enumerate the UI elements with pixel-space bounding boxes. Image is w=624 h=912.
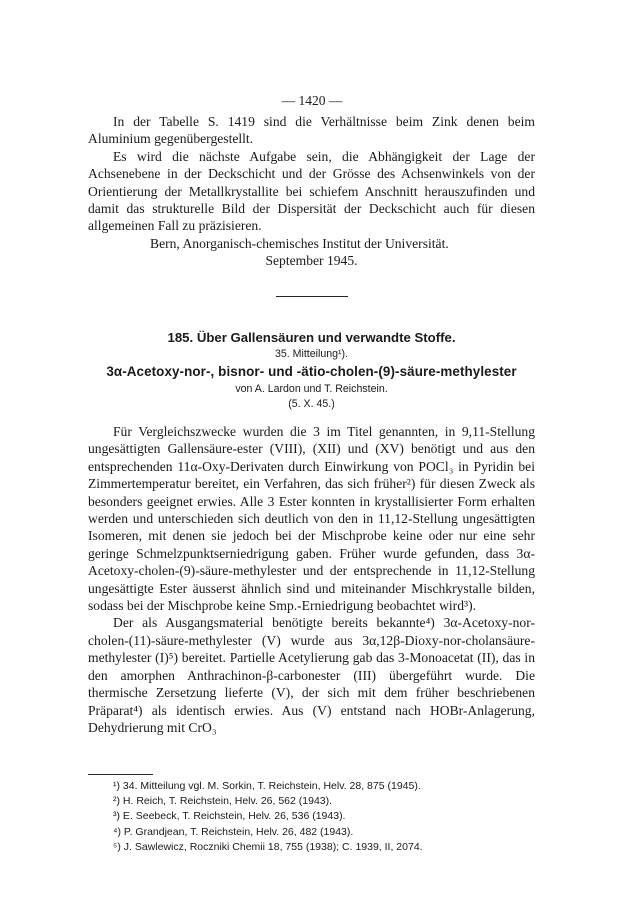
footnote-1: ¹) 34. Mitteilung vgl. M. Sorkin, T. Reichstein, Helv. 28, 875 (1945). xyxy=(113,780,421,792)
body-paragraph-2: Der als Ausgangsmaterial benötigte bereits bekannte⁴) 3α-Acetoxy-nor-cholen-(11)-säure-methylester (V) wurde aus 3α,12β-Dioxy-nor-cholansäure-methylester (I)⁵) bereitet. Partielle Acetylierung gab das 3-Monoacetat (II), das in den amorphen Anthrachinon-β-carbonester (III) übergeführt wurde. Die thermische Zersetzung lieferte (V), der sich mit dem früher beschriebenen Präparat⁴) als identisch erwies. Aus (V) entstand nach HOBr-Anlagerung, Dehydrierung mit CrO₃ xyxy=(88,615,535,735)
article-header xyxy=(88,328,535,412)
affiliation-institute: Bern, Anorganisch-chemisches Institut der Universität. xyxy=(150,236,449,251)
affiliation xyxy=(88,235,535,270)
intro-paragraph-2: Es wird die nächste Aufgabe sein, die Abhängigkeit der Lage der Achsenebene in der Deckschicht und der Grösse des Achsenwinkels von der Orientierung der Metallkrystallite bei schiefem Anschnitt herauszufinden und damit das strukturelle Bild der Dispersität der Deckschicht auch für diesen allgemeinen Fall zu präzisieren. xyxy=(88,148,535,234)
footnote-3: ³) E. Seebeck, T. Reichstein, Helv. 26, 536 (1943). xyxy=(113,810,346,823)
footnote-2: ²) H. Reich, T. Reichstein, Helv. 26, 562 (1943). xyxy=(113,795,333,808)
section-divider xyxy=(276,296,348,297)
affiliation-date: September 1945. xyxy=(265,253,358,269)
footnotes xyxy=(113,779,533,855)
article-date: (5. X. 45.) xyxy=(288,398,335,410)
footnote-4: ⁴) P. Grandjean, T. Reichstein, Helv. 26, 482 (1943). xyxy=(113,825,354,838)
footnote-5: ⁵) J. Sawlewicz, Roczniki Chemii 18, 755 (1938); C. 1939, II, 2074. xyxy=(113,840,423,853)
communication-number: 35. Mitteilung¹). xyxy=(274,348,348,360)
article-subtitle: 3α-Acetoxy-nor-, bisnor- und -ätio-cholen-(9)-säure-methylester xyxy=(106,364,517,379)
article-body xyxy=(88,423,535,736)
article-title: 185. Über Gallensäuren und verwandte Stoffe. xyxy=(167,330,456,345)
footnote-divider xyxy=(88,774,153,775)
intro-text xyxy=(88,113,535,235)
body-paragraph-1: Für Vergleichszwecke wurden die 3 im Titel genannten, in 9,11-Stellung ungesättigten Gallensäure-ester (VIII), (XII) und (XV) benötigt und aus den entsprechenden 11α-Oxy-Derivaten durch Einwirkung von POCl₃ in Pyridin bei Zimmertemperatur bereitet, ein Verfahren, das sich früher²) für diesen Zweck als besonders geeignet erwies. Alle 3 Ester konnten in krystallisierter Form erhalten werden und unterschieden sich deutlich von den in 11,12-Stellung ungesättigten Isomeren, mit denen sie jedoch bei der Mischprobe keine oder nur eine sehr geringe Schmelzpunktserniedrigung gaben. Früher wurde gefunden, dass 3α-Acetoxy-cholen-(9)-säure-methylester und der entsprechende in 11,12-Stellung ungesättigte Ester äusserst ähnlich sind und miteinander Mischkrystalle bilden, sodass bei der Mischprobe keine Smp.-Erniedrigung beobachtet wird³). xyxy=(88,424,535,614)
page-number: — 1420 — xyxy=(281,93,343,108)
intro-paragraph-1: In der Tabelle S. 1419 sind die Verhältnisse beim Zink denen beim Aluminium gegenübergestellt. xyxy=(88,114,535,147)
article-authors: von A. Lardon und T. Reichstein. xyxy=(235,383,388,395)
